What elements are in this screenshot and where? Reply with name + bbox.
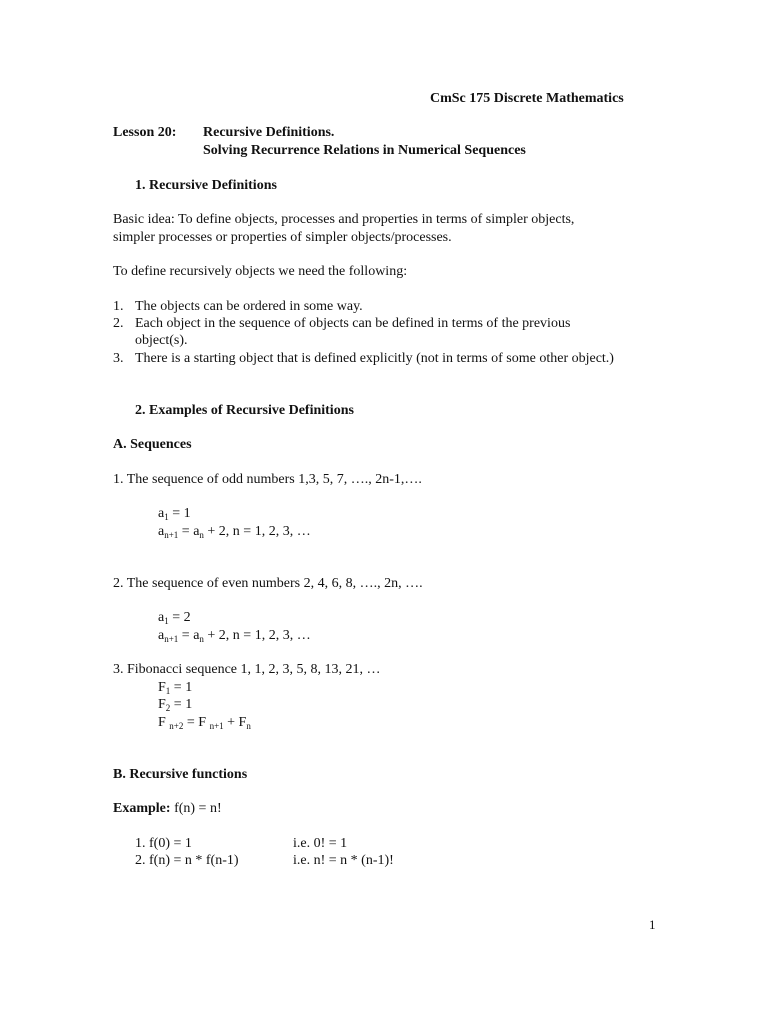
subheading-sequences: A. Sequences: [113, 437, 192, 452]
page-number: 1: [649, 917, 656, 932]
requirement-num-3: 3.: [113, 351, 124, 366]
example-line: [113, 802, 222, 816]
example-label: Example:: [113, 801, 171, 816]
even-sequence-base: $a_1 = 2$: [158, 610, 191, 626]
section2-heading: 2. Examples of Recursive Definitions: [135, 403, 354, 418]
subheading-recursive-functions: B. Recursive functions: [113, 767, 248, 782]
requirement-text-2: Each object in the sequence of objects can be defined in terms of the previous: [135, 316, 571, 331]
requirement-num-1: 1.: [113, 299, 124, 314]
basic-idea-line2: simpler processes or properties of simpler objects/processes.: [113, 230, 452, 245]
course-header: CmSc 175 Discrete Mathematics: [430, 91, 624, 106]
example-text: f(n) = n!: [170, 801, 222, 816]
lesson-title-line2: Solving Recurrence Relations in Numerical Sequences: [203, 143, 526, 158]
lesson-title-line1: Recursive Definitions.: [203, 125, 335, 140]
requirement-text-3: There is a starting object that is defined explicitly (not in terms of some other object.): [135, 351, 614, 366]
requirement-text-1: The objects can be ordered in some way.: [135, 299, 363, 314]
even-sequence-rule: $a_{n+1} = a_n + 2$, n = 1, 2, 3, …: [158, 628, 311, 644]
factorial-note-2: i.e. n! = n * (n-1)!: [293, 853, 394, 868]
factorial-note-1: i.e. 0! = 1: [293, 836, 348, 851]
fibonacci-f1: $F_1 = 1$: [158, 680, 193, 696]
requirement-text-2-cont: object(s).: [135, 333, 188, 348]
section1-heading: 1. Recursive Definitions: [135, 178, 277, 193]
odd-sequence-base: $a_1 = 1$: [158, 506, 191, 522]
fibonacci-f2: $F_2 = 1$: [158, 697, 193, 713]
odd-sequence-rule: $a_{n+1} = a_n + 2$, n = 1, 2, 3, …: [158, 524, 311, 540]
factorial-def-2: 2. f(n) = n * f(n-1): [135, 853, 239, 868]
fibonacci-rule: F $_{n+2}$ = F $_{n+1} + F_n$: [158, 715, 251, 731]
even-sequence-title: 2. The sequence of even numbers 2, 4, 6, 8, …., 2n, ….: [113, 576, 423, 591]
basic-idea-line1: Basic idea: To define objects, processes and properties in terms of simpler objects,: [113, 212, 575, 227]
fibonacci-title: 3. Fibonacci sequence 1, 1, 2, 3, 5, 8, 13, 21, …: [113, 662, 381, 677]
requirement-num-2: 2.: [113, 316, 124, 331]
lesson-label: Lesson 20:: [113, 125, 177, 140]
need-intro: To define recursively objects we need the following:: [113, 264, 408, 279]
factorial-def-1: 1. f(0) = 1: [135, 836, 192, 851]
odd-sequence-title: 1. The sequence of odd numbers 1,3, 5, 7, …., 2n-1,….: [113, 472, 422, 487]
